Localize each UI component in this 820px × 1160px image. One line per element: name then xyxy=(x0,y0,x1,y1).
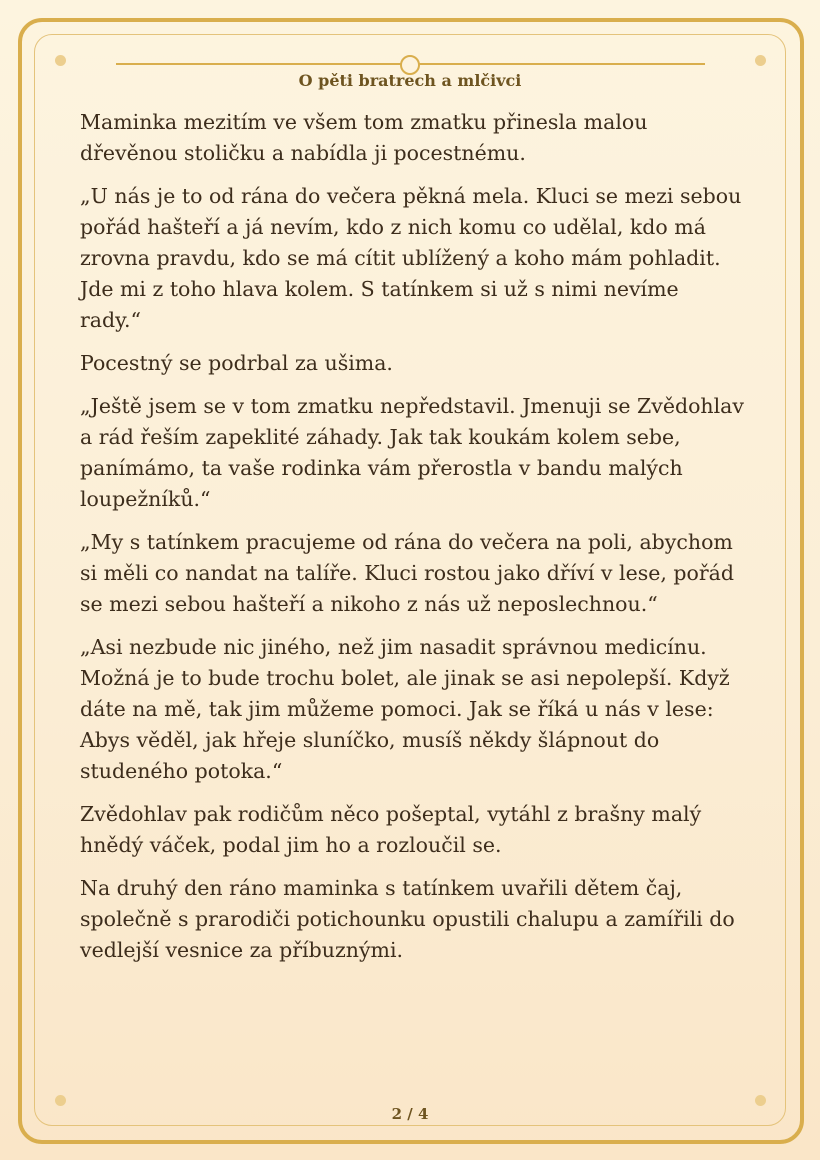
paragraph: „Ještě jsem se v tom zmatku nepředstavil. Jmenuji se Zvědohlav a rád řeším zapeklité záhady. Jak tak koukám kolem sebe, panímámo, ta vaše rodinka vám přerostla v bandu malých loupežníků.“ xyxy=(80,394,744,511)
paragraph: „My s tatínkem pracujeme od rána do večera na poli, abychom si měli co nandat na talíře. Kluci rostou jako dříví v lese, pořád se mezi sebou hašteří a nikoho z nás už neposlechnou.“ xyxy=(80,530,734,616)
corner-dot-ornament xyxy=(755,55,766,66)
corner-dot-ornament xyxy=(55,55,66,66)
paragraph: „U nás je to od rána do večera pěkná mela. Kluci se mezi sebou pořád hašteří a já nevím, kdo z nich komu co udělal, kdo má zrovna pravdu, kdo se má cítit ublížený a koho mám pohladit. Jde mi z toho hlava kolem. S tatínkem si už s nimi nevíme rady.“ xyxy=(80,184,742,332)
paragraph: „Asi nezbude nic jiného, než jim nasadit správnou medicínu. Možná je to bude trochu bolet, ale jinak se asi nepolepší. Když dáte na mě, tak jim můžeme pomoci. Jak se říká u nás v lese: Abys věděl, jak hřeje sluníčko, musíš někdy šlápnout do studeného potoka.“ xyxy=(80,635,730,783)
page-number: 2 / 4 xyxy=(391,1105,429,1123)
page-title: O pěti bratrech a mlčivci xyxy=(298,71,522,90)
paragraph: Pocestný se podrbal za ušima. xyxy=(80,351,393,375)
story-text xyxy=(80,107,746,978)
paragraph: Maminka mezitím ve všem tom zmatku přinesla malou dřevěnou stoličku a nabídla ji pocestnému. xyxy=(80,110,648,165)
paragraph: Zvědohlav pak rodičům něco pošeptal, vytáhl z brašny malý hnědý váček, podal jim ho a rozloučil se. xyxy=(80,802,702,857)
paragraph: Na druhý den ráno maminka s tatínkem uvařili dětem čaj, společně s prarodiči potichounku opustili chalupu a zamířili do vedlejší vesnice za příbuznými. xyxy=(80,876,735,962)
